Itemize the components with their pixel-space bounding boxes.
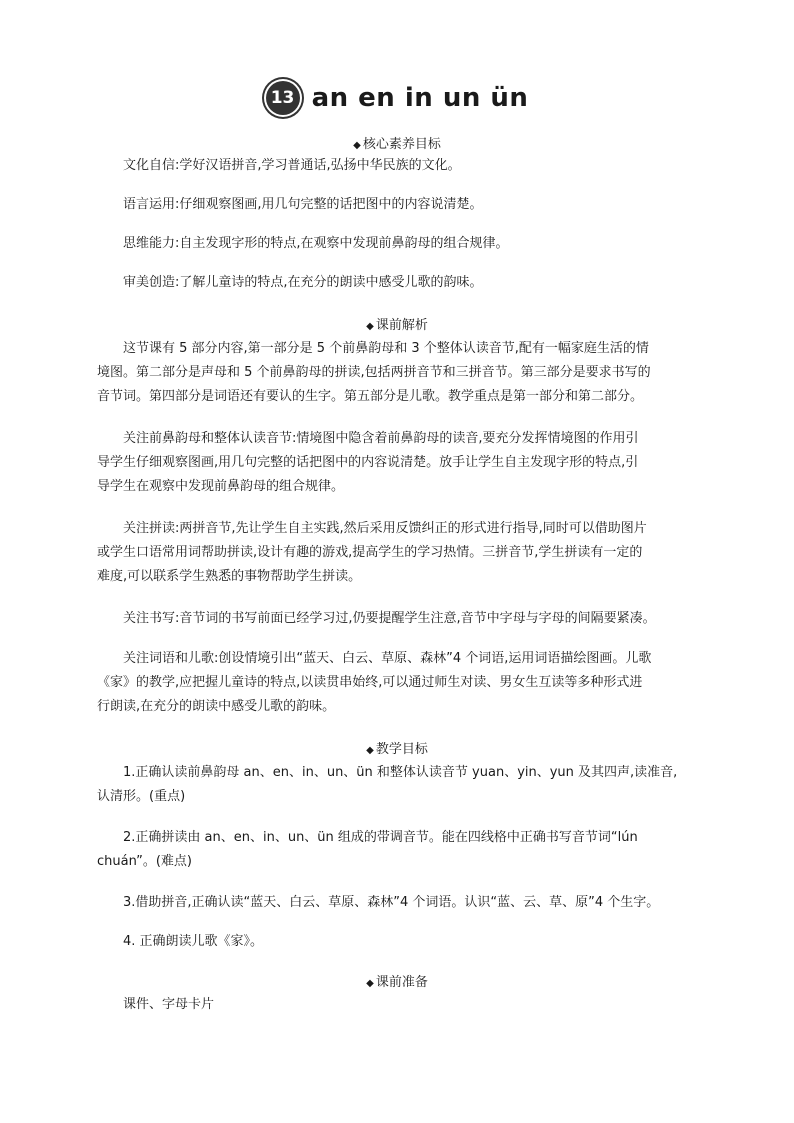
objective-item	[97, 826, 717, 874]
section-heading-text: 教学目标	[375, 742, 428, 757]
objective-item	[97, 930, 717, 954]
paragraph-line: 2.正确拼读由 an、en、in、un、ün 组成的带调音节。能在四线格中正确书写音节词“lún	[123, 830, 638, 845]
diamond-bullet-icon: ◆	[366, 745, 374, 756]
lesson-header	[0, 78, 794, 118]
paragraph-line: 关注前鼻韵母和整体认读音节:情境图中隐含着前鼻韵母的读音,要充分发挥情境图的作用引	[123, 431, 639, 446]
paragraph-line: chuán”。(难点)	[97, 854, 192, 869]
diamond-bullet-icon: ◆	[366, 978, 374, 989]
paragraph-line: 导学生在观察中发现前鼻韵母的组合规律。	[97, 479, 345, 494]
analysis-paragraph	[97, 427, 717, 499]
paragraph-line: 这节课有 5 部分内容,第一部分是 5 个前鼻韵母和 3 个整体认读音节,配有一幅家庭生活的情	[123, 341, 649, 356]
paragraph-line: 境图。第二部分是声母和 5 个前鼻韵母的拼读,包括两拼音节和三拼音节。第三部分是要求书写的	[97, 365, 651, 380]
lesson-title: an en in un ün	[311, 83, 529, 113]
paragraph-line: 认清形。(重点)	[97, 789, 186, 804]
paragraph-line: 难度,可以联系学生熟悉的事物帮助学生拼读。	[97, 569, 362, 584]
lesson-number-badge: 13	[266, 81, 300, 115]
section-heading-text: 核心素养目标	[362, 137, 441, 152]
objective-item	[97, 761, 717, 809]
paragraph-line: 关注词语和儿歌:创设情境引出“蓝天、白云、草原、森林”4 个词语,运用词语描绘图画。儿歌	[123, 651, 652, 666]
section-heading-text: 课前准备	[375, 975, 428, 990]
core-goal-item: 文化自信:学好汉语拼音,学习普通话,弘扬中华民族的文化。	[123, 158, 461, 173]
objective-item	[97, 891, 717, 915]
paragraph-line: 《家》的教学,应把握儿童诗的特点,以读贯串始终,可以通过师生对读、男女生互读等多种形式进	[97, 675, 643, 690]
analysis-paragraph	[97, 607, 717, 631]
section-heading-objectives	[0, 738, 794, 757]
core-goal-item: 思维能力:自主发现字形的特点,在观察中发现前鼻韵母的组合规律。	[123, 236, 509, 251]
paragraph-line: 关注书写:音节词的书写前面已经学习过,仍要提醒学生注意,音节中字母与字母的间隔要紧凑。	[123, 611, 656, 626]
section-heading-core-goals	[0, 133, 794, 152]
section-heading-text: 课前解析	[375, 318, 428, 333]
paragraph-line: 音节词。第四部分是词语还有要认的生字。第五部分是儿歌。教学重点是第一部分和第二部分。	[97, 389, 644, 404]
diamond-bullet-icon: ◆	[353, 140, 361, 151]
core-goal-item: 语言运用:仔细观察图画,用几句完整的话把图中的内容说清楚。	[123, 197, 483, 212]
paragraph-line: 4. 正确朗读儿歌《家》。	[123, 934, 264, 949]
section-heading-preparation	[0, 971, 794, 990]
paragraph-line: 导学生仔细观察图画,用几句完整的话把图中的内容说清楚。放手让学生自主发现字形的特点,引	[97, 455, 639, 470]
paragraph-line: 行朗读,在充分的朗读中感受儿歌的韵味。	[97, 699, 336, 714]
preparation-text: 课件、字母卡片	[123, 997, 215, 1012]
paragraph-line: 关注拼读:两拼音节,先让学生自主实践,然后采用反馈纠正的形式进行指导,同时可以借助图片	[123, 521, 647, 536]
section-heading-analysis	[0, 314, 794, 333]
paragraph-line: 或学生口语常用词帮助拼读,设计有趣的游戏,提高学生的学习热情。三拼音节,学生拼读有一定的	[97, 545, 643, 560]
analysis-paragraph	[97, 517, 717, 589]
analysis-paragraph	[97, 337, 717, 409]
core-goal-item: 审美创造:了解儿童诗的特点,在充分的朗读中感受儿歌的韵味。	[123, 275, 483, 290]
diamond-bullet-icon: ◆	[366, 321, 374, 332]
paragraph-line: 3.借助拼音,正确认读“蓝天、白云、草原、森林”4 个词语。认识“蓝、云、草、原”4 个生字。	[123, 895, 660, 910]
analysis-paragraph	[97, 647, 717, 719]
paragraph-line: 1.正确认读前鼻韵母 an、en、in、un、ün 和整体认读音节 yuan、yin、yun 及其四声,读准音,	[123, 765, 678, 780]
